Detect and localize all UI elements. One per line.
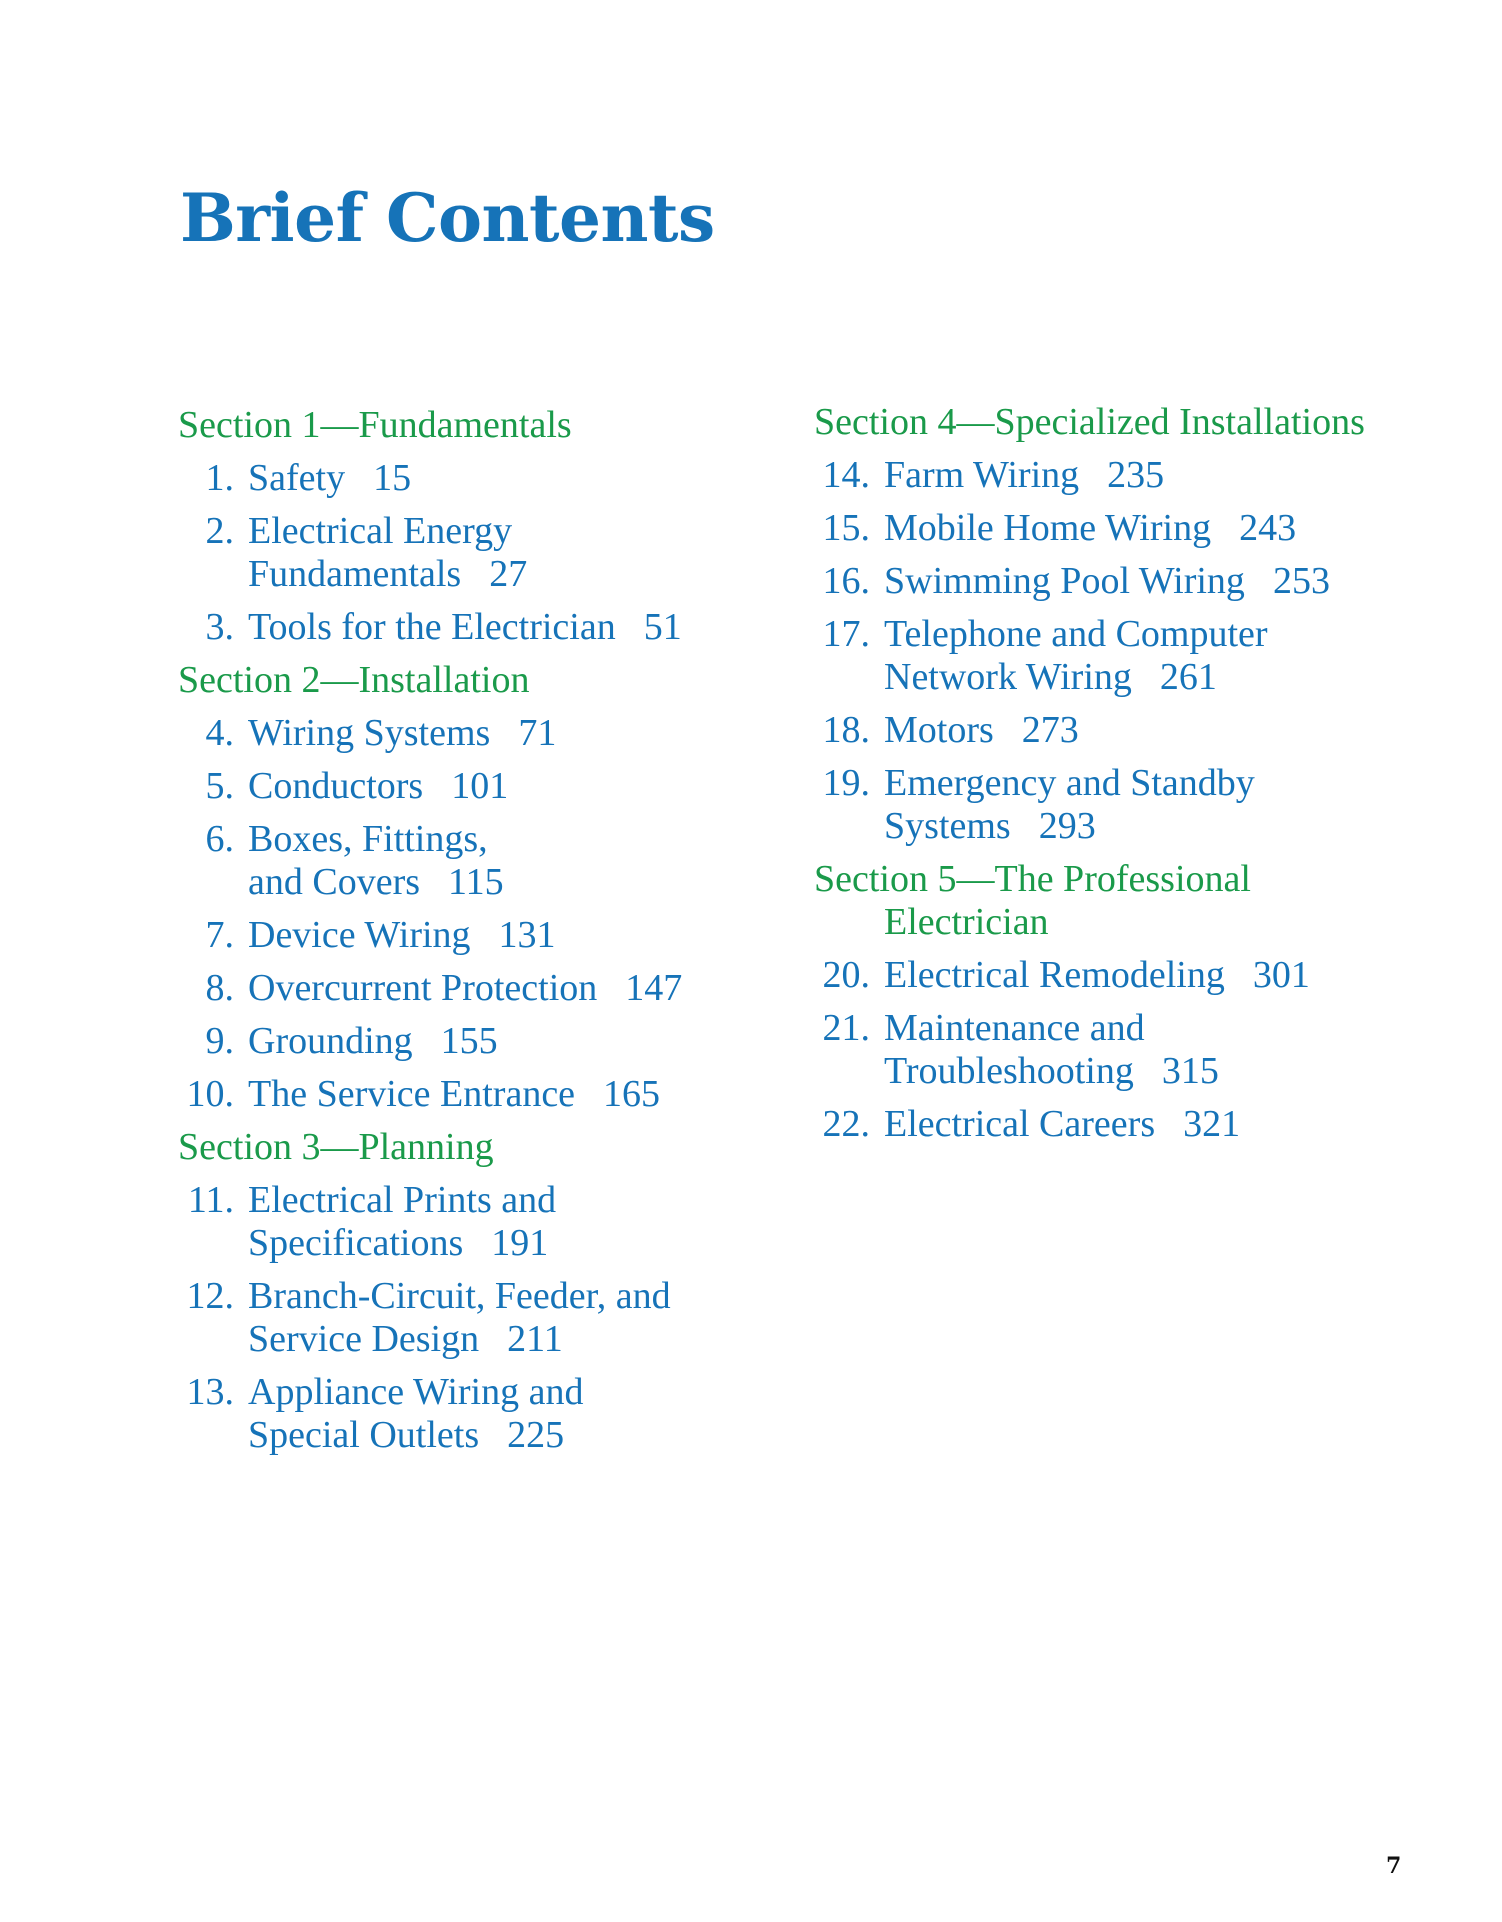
chapter-entry[interactable]: 17. Telephone and Computer Network Wiring 261 <box>822 613 1268 698</box>
chapter-entry[interactable]: 11. Electrical Prints and Specifications 191 <box>187 1179 557 1264</box>
section-heading[interactable]: Section 1—Fundamentals <box>178 404 572 446</box>
chapter-entry[interactable]: 1. Safety 15 <box>205 457 412 499</box>
chapter-entry[interactable]: 3. Tools for the Electrician 51 <box>205 606 682 648</box>
chapter-entry[interactable]: 15. Mobile Home Wiring 243 <box>822 507 1297 549</box>
page-title: Brief Contents <box>180 179 715 258</box>
chapter-entry[interactable]: 4. Wiring Systems 71 <box>205 712 557 754</box>
chapter-entry[interactable]: 2. Electrical Energy Fundamentals 27 <box>205 510 528 595</box>
section-heading[interactable]: Section 3—Planning <box>178 1126 494 1168</box>
contents-column-left <box>178 404 758 1467</box>
chapter-entry[interactable]: 9. Grounding 155 <box>205 1020 498 1062</box>
chapter-entry[interactable]: 12. Branch-Circuit, Feeder, and Service Design 211 <box>186 1275 671 1360</box>
chapter-entry[interactable]: 10. The Service Entrance 165 <box>186 1073 661 1115</box>
page-number: 7 <box>1386 1853 1402 1879</box>
chapter-entry[interactable]: 7. Device Wiring 131 <box>205 914 556 956</box>
chapter-entry[interactable]: 22. Electrical Careers 321 <box>822 1103 1241 1145</box>
chapter-entry[interactable]: 20. Electrical Remodeling 301 <box>822 954 1310 996</box>
chapter-entry[interactable]: 13. Appliance Wiring and Special Outlets 225 <box>186 1371 584 1456</box>
section-heading[interactable]: Section 5—The Professional Electrician <box>814 858 1251 943</box>
contents-column-right <box>814 401 1454 1156</box>
chapter-entry[interactable]: 18. Motors 273 <box>822 709 1079 751</box>
chapter-entry[interactable]: 14. Farm Wiring 235 <box>822 454 1165 496</box>
chapter-entry[interactable]: 6. Boxes, Fittings, and Covers 115 <box>205 818 504 903</box>
chapter-entry[interactable]: 16. Swimming Pool Wiring 253 <box>822 560 1330 602</box>
section-heading[interactable]: Section 4—Specialized Installations <box>814 401 1365 443</box>
section-heading[interactable]: Section 2—Installation <box>178 659 530 701</box>
chapter-entry[interactable]: 8. Overcurrent Protection 147 <box>205 967 683 1009</box>
chapter-entry[interactable]: 5. Conductors 101 <box>205 765 509 807</box>
chapter-entry[interactable]: 19. Emergency and Standby Systems 293 <box>822 762 1255 847</box>
chapter-entry[interactable]: 21. Maintenance and Troubleshooting 315 <box>822 1007 1219 1092</box>
